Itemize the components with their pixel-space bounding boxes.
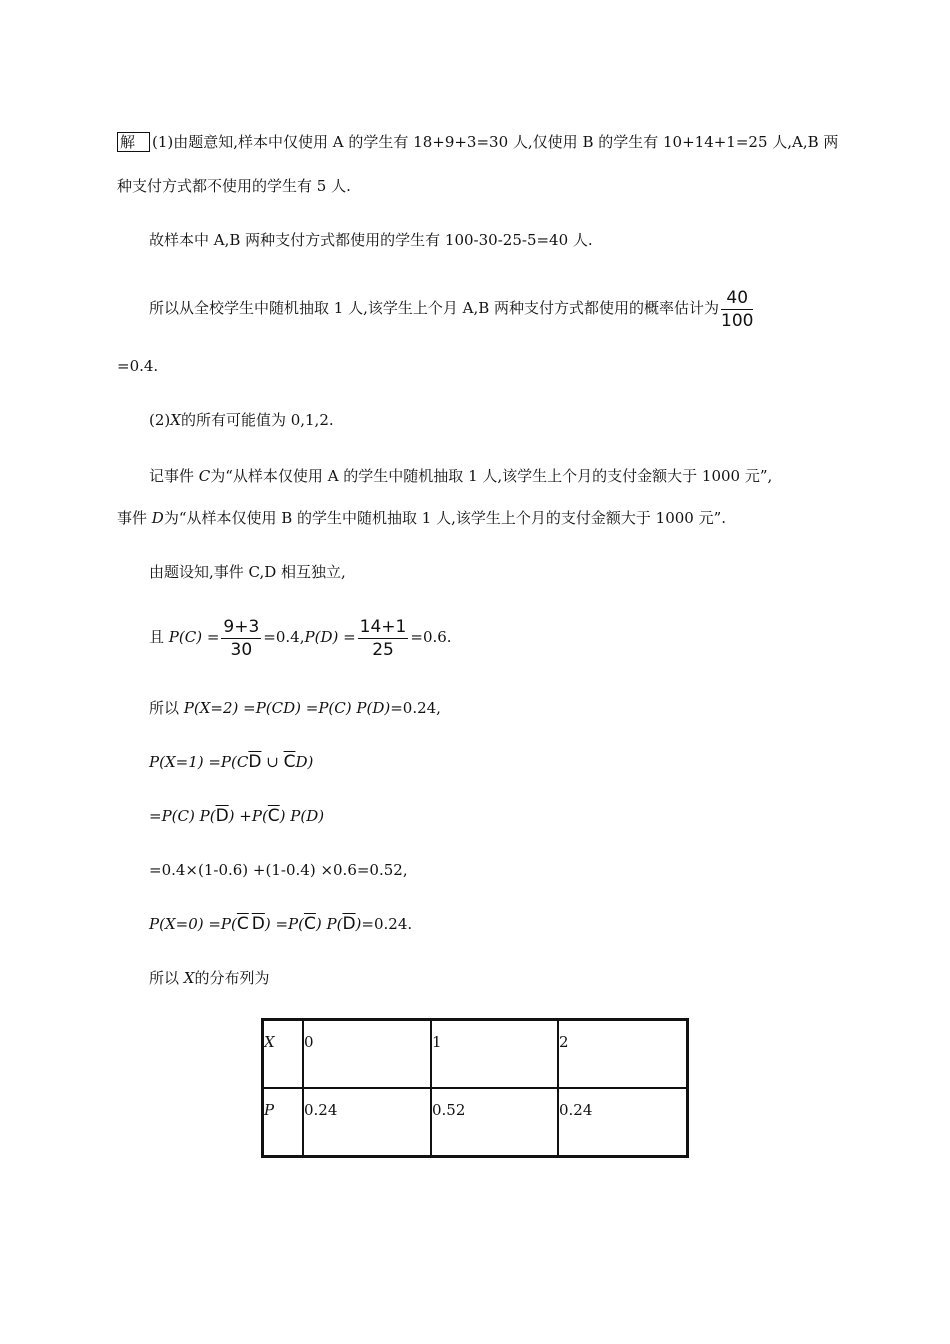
px2-expression: P(X=2) =P(CD) =P(C) P(D) bbox=[183, 699, 391, 717]
table-cell: 0.52 bbox=[431, 1088, 558, 1157]
var-x: X bbox=[183, 969, 195, 987]
d-complement: $\overline{D}$ bbox=[251, 914, 265, 934]
table-cell: 0.24 bbox=[303, 1088, 431, 1157]
px1-exp-a: =P(C) P( bbox=[149, 807, 216, 825]
var-c: C bbox=[198, 467, 211, 485]
probability-result: =0.4. bbox=[117, 357, 159, 375]
part1-text: (1)由题意知,样本中仅使用 A 的学生有 18+9+3=30 人,仅使用 B 的学生有 10+14+1=25 人,A,B 两 bbox=[152, 133, 839, 151]
both-methods-count: 故样本中 A,B 两种支付方式都使用的学生有 100-30-25-5=40 人. bbox=[149, 231, 593, 249]
table-cell-p-header: P bbox=[263, 1088, 304, 1157]
pc-prefix: 且 bbox=[149, 628, 169, 646]
part2-text: 的所有可能值为 0,1,2. bbox=[180, 411, 334, 429]
fraction-numerator: 9+3 bbox=[223, 616, 260, 637]
event-c-prefix: 记事件 bbox=[149, 467, 199, 485]
px1-expression-b: D) bbox=[295, 753, 314, 771]
table-cell-x-header: X bbox=[263, 1020, 304, 1089]
fraction-9plus3-30 bbox=[221, 617, 261, 660]
d-complement: $\overline{D}$ bbox=[248, 752, 262, 772]
px2-line bbox=[149, 698, 441, 718]
var-d: D bbox=[151, 509, 164, 527]
px0-exp-d: ) bbox=[355, 915, 362, 933]
var-x: X bbox=[170, 411, 181, 429]
probability-estimate bbox=[149, 286, 755, 331]
table-cell: 0 bbox=[303, 1020, 431, 1089]
union-symbol: ∪ bbox=[261, 753, 284, 771]
part2-intro bbox=[149, 410, 334, 430]
fraction-denominator: 100 bbox=[721, 310, 754, 331]
pc-pd-values bbox=[149, 614, 452, 660]
c-complement: $\overline{C}$ bbox=[303, 914, 316, 934]
px1-expansion bbox=[149, 806, 324, 826]
event-c-text: 为“从样本仅使用 A 的学生中随机抽取 1 人,该学生上个月的支付金额大于 1000 元”, bbox=[210, 467, 773, 485]
c-complement: $\overline{C}$ bbox=[236, 914, 249, 934]
px0-exp-c: ) P( bbox=[315, 915, 343, 933]
px1-line bbox=[149, 752, 313, 772]
table-row bbox=[263, 1088, 688, 1157]
px0-value: =0.24. bbox=[361, 915, 413, 933]
distribution-prefix: 所以 bbox=[149, 969, 184, 987]
fraction-numerator: 40 bbox=[721, 288, 753, 310]
event-d-definition bbox=[117, 508, 726, 528]
fraction-denominator: 25 bbox=[372, 639, 394, 660]
pd-expression: P(D) = bbox=[304, 628, 356, 646]
px0-exp-a: P(X=0) =P( bbox=[149, 915, 237, 933]
table-row bbox=[263, 1020, 688, 1089]
c-complement: $\overline{C}$ bbox=[267, 806, 280, 826]
fraction-14plus1-25 bbox=[358, 617, 409, 660]
part2-label: (2) bbox=[149, 411, 171, 429]
distribution-intro bbox=[149, 968, 269, 988]
d-complement: $\overline{D}$ bbox=[215, 806, 229, 826]
distribution-table bbox=[261, 1018, 689, 1158]
fraction-denominator: 30 bbox=[230, 639, 253, 660]
fraction-40-100 bbox=[721, 288, 753, 331]
px2-prefix: 所以 bbox=[149, 699, 184, 717]
table-cell: 1 bbox=[431, 1020, 558, 1089]
event-d-text: 为“从样本仅使用 B 的学生中随机抽取 1 人,该学生上个月的支付金额大于 1000 元”. bbox=[163, 509, 727, 527]
c-complement: $\overline{C}$ bbox=[283, 752, 296, 772]
distribution-text: 的分布列为 bbox=[194, 969, 270, 987]
fraction-numerator: 14+1 bbox=[359, 616, 407, 637]
px0-line bbox=[149, 914, 412, 934]
px1-computation: =0.4×(1-0.6) +(1-0.4) ×0.6=0.52, bbox=[149, 861, 408, 879]
solution-badge: 解 bbox=[117, 132, 150, 152]
px0-exp-b: ) =P( bbox=[264, 915, 304, 933]
table-cell: 2 bbox=[558, 1020, 688, 1089]
event-d-prefix: 事件 bbox=[117, 509, 152, 527]
solution-line-1 bbox=[117, 132, 838, 152]
probability-estimate-text: 所以从全校学生中随机抽取 1 人,该学生上个月 A,B 两种支付方式都使用的概率估计为 bbox=[149, 299, 720, 317]
px2-value: =0.24, bbox=[390, 699, 441, 717]
px1-exp-b: ) +P( bbox=[228, 807, 268, 825]
px1-exp-c: ) P(D) bbox=[279, 807, 325, 825]
event-c-definition bbox=[149, 466, 772, 486]
pd-value: =0.6. bbox=[410, 628, 452, 646]
pc-expression: P(C) = bbox=[168, 628, 220, 646]
part1-text-cont: 种支付方式都不使用的学生有 5 人. bbox=[117, 177, 351, 195]
independence-statement: 由题设知,事件 C,D 相互独立, bbox=[149, 563, 346, 581]
px1-expression-a: P(X=1) =P(C bbox=[149, 753, 249, 771]
table-cell: 0.24 bbox=[558, 1088, 688, 1157]
pc-value: =0.4, bbox=[263, 628, 305, 646]
d-complement: $\overline{D}$ bbox=[342, 914, 356, 934]
